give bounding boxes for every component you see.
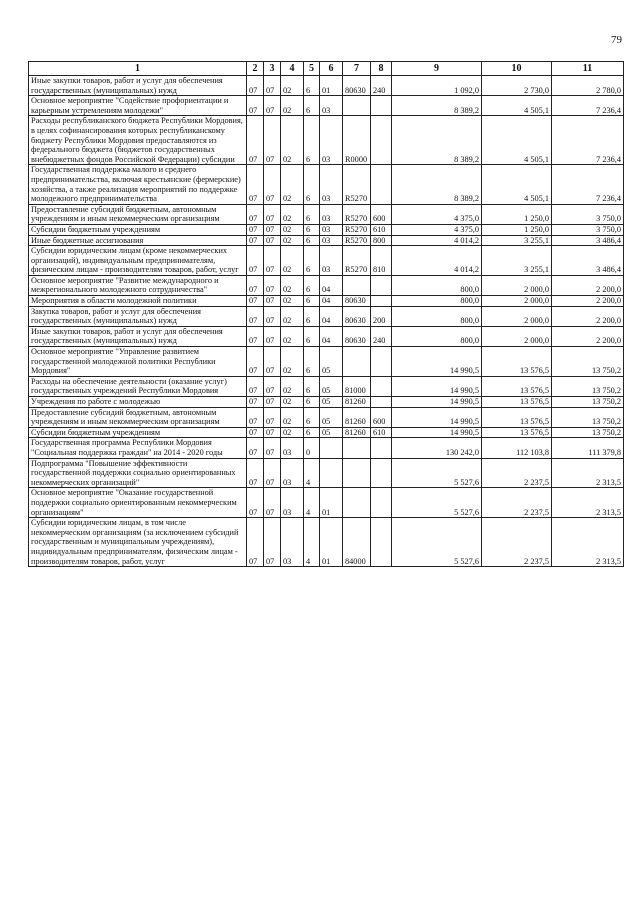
cell-amount-year3: 7 236,4 [552,96,624,116]
cell-amount-year1: 5 527,6 [392,518,482,567]
cell-amount-year3: 3 486,4 [552,246,624,276]
cell-amount-year1: 5 527,6 [392,488,482,518]
cell-amount-year1: 800,0 [392,326,482,346]
cell-amount-year3: 2 200,0 [552,275,624,295]
cell-direction: R5270 [343,246,371,276]
cell-subsection: 07 [264,235,281,246]
row-name: Учреждения по работе с молодежью [29,397,247,408]
cell-program: 02 [281,397,304,408]
cell-amount-year2: 4 505,1 [482,165,552,204]
budget-table [28,61,624,567]
cell-subsection: 07 [264,96,281,116]
cell-amount-year1: 800,0 [392,275,482,295]
table-row [29,488,624,518]
cell-amount-year3: 3 486,4 [552,235,624,246]
cell-section: 07 [247,224,264,235]
cell-direction: 81260 [343,407,371,427]
cell-program: 02 [281,246,304,276]
cell-expense-type [371,347,392,377]
cell-amount-year2: 13 576,5 [482,376,552,396]
table-row [29,275,624,295]
row-name: Государственная поддержка малого и среднего предпринимательства, включая крестьянские (фермерские) хозяйства, а также реализация мероприятий по поддержке молодежного предпринимательства [29,165,247,204]
table-row [29,76,624,96]
row-name: Иные закупки товаров, работ и услуг для обеспечения государственных (муниципальных) нужд [29,326,247,346]
cell-amount-year3: 2 313,5 [552,458,624,488]
cell-expense-type: 200 [371,306,392,326]
cell-direction: 81000 [343,376,371,396]
cell-expense-type [371,438,392,458]
cell-direction: 80630 [343,326,371,346]
table-row [29,407,624,427]
table-row [29,165,624,204]
cell-subsection: 07 [264,397,281,408]
row-name: Иные закупки товаров, работ и услуг для обеспечения государственных (муниципальных) нужд [29,76,247,96]
cell-amount-year3: 13 750,2 [552,407,624,427]
cell-expense-type [371,458,392,488]
col-header: 3 [264,62,281,76]
cell-subprogram: 6 [304,246,320,276]
cell-subprogram: 6 [304,296,320,307]
table-row [29,347,624,377]
cell-program: 02 [281,165,304,204]
col-header: 2 [247,62,264,76]
cell-amount-year2: 3 255,1 [482,235,552,246]
cell-amount-year3: 2 200,0 [552,306,624,326]
cell-amount-year3: 2 780,0 [552,76,624,96]
cell-direction: R5270 [343,165,371,204]
cell-amount-year1: 14 990,5 [392,347,482,377]
col-header: 1 [29,62,247,76]
cell-event [320,438,343,458]
cell-expense-type [371,275,392,295]
cell-program: 02 [281,306,304,326]
table-row [29,296,624,307]
cell-event: 04 [320,275,343,295]
cell-subsection: 07 [264,204,281,224]
cell-subprogram: 0 [304,438,320,458]
cell-section: 07 [247,397,264,408]
cell-program: 03 [281,438,304,458]
cell-subprogram: 6 [304,306,320,326]
cell-event: 03 [320,116,343,165]
cell-subprogram: 4 [304,488,320,518]
cell-event: 05 [320,407,343,427]
table-row [29,518,624,567]
cell-subsection: 07 [264,427,281,438]
row-name: Расходы на обеспечение деятельности (оказание услуг) государственных учреждений Республики Мордовия [29,376,247,396]
cell-event: 03 [320,235,343,246]
table-row [29,438,624,458]
cell-subprogram: 6 [304,347,320,377]
cell-subsection: 07 [264,116,281,165]
cell-subsection: 07 [264,224,281,235]
cell-subsection: 07 [264,165,281,204]
cell-program: 02 [281,296,304,307]
cell-direction [343,347,371,377]
cell-amount-year1: 1 092,0 [392,76,482,96]
cell-section: 07 [247,76,264,96]
cell-subsection: 07 [264,76,281,96]
cell-subprogram: 4 [304,458,320,488]
table-row [29,458,624,488]
cell-expense-type: 810 [371,246,392,276]
cell-direction: R5270 [343,204,371,224]
cell-expense-type [371,397,392,408]
cell-amount-year2: 2 000,0 [482,326,552,346]
table-row [29,326,624,346]
cell-event: 03 [320,224,343,235]
col-header: 10 [482,62,552,76]
cell-program: 02 [281,116,304,165]
cell-subsection: 07 [264,488,281,518]
cell-program: 02 [281,427,304,438]
cell-direction [343,96,371,116]
cell-subprogram: 6 [304,165,320,204]
cell-program: 02 [281,96,304,116]
col-header: 6 [320,62,343,76]
cell-program: 02 [281,347,304,377]
cell-subsection: 07 [264,326,281,346]
row-name: Расходы республиканского бюджета Республики Мордовия, в целях софинансирования которых республиканскому бюджету Республики Мордовия предоставляются из федерального бюджета (бюджетов государственных внебюджетных фондов Российской Федерации) субсидии [29,116,247,165]
cell-event: 04 [320,296,343,307]
cell-amount-year3: 2 200,0 [552,326,624,346]
cell-direction: 84000 [343,518,371,567]
cell-amount-year1: 8 389,2 [392,96,482,116]
cell-amount-year3: 111 379,8 [552,438,624,458]
cell-event [320,458,343,488]
cell-event: 03 [320,204,343,224]
row-name: Основное мероприятие "Развитие международного и межрегионального молодежного сотрудничества" [29,275,247,295]
row-name: Субсидии юридическим лицам, в том числе некоммерческим организациям (за исключением субсидий государственным и муниципальным учреждениям), индивидуальным предпринимателям, физическим лицам - производителям товаров, работ, услуг [29,518,247,567]
cell-subprogram: 6 [304,427,320,438]
cell-subsection: 07 [264,407,281,427]
row-name: Закупка товаров, работ и услуг для обеспечения государственных (муниципальных) нужд [29,306,247,326]
cell-expense-type [371,296,392,307]
table-row [29,306,624,326]
row-name: Предоставление субсидий бюджетным, автономным учреждениям и иным некоммерческим организациям [29,204,247,224]
col-header: 7 [343,62,371,76]
cell-amount-year3: 2 313,5 [552,488,624,518]
cell-amount-year2: 4 505,1 [482,96,552,116]
cell-section: 07 [247,235,264,246]
cell-amount-year2: 2 000,0 [482,275,552,295]
cell-subprogram: 6 [304,76,320,96]
cell-subsection: 07 [264,376,281,396]
cell-expense-type [371,165,392,204]
table-row [29,246,624,276]
cell-amount-year1: 14 990,5 [392,427,482,438]
cell-expense-type: 240 [371,326,392,346]
cell-section: 07 [247,438,264,458]
row-name: Иные бюджетные ассигнования [29,235,247,246]
cell-program: 02 [281,326,304,346]
cell-amount-year2: 2 237,5 [482,458,552,488]
col-header: 11 [552,62,624,76]
cell-amount-year1: 800,0 [392,296,482,307]
cell-event: 05 [320,427,343,438]
row-name: Государственная программа Республики Мордовия "Социальная поддержка граждан" на 2014 - 2020 годы [29,438,247,458]
page-number: 79 [611,34,622,46]
cell-section: 07 [247,96,264,116]
table-row [29,116,624,165]
cell-direction: R0000 [343,116,371,165]
cell-section: 07 [247,347,264,377]
cell-section: 07 [247,518,264,567]
cell-amount-year3: 7 236,4 [552,116,624,165]
cell-direction [343,488,371,518]
cell-expense-type [371,518,392,567]
row-name: Субсидии бюджетным учреждениям [29,427,247,438]
cell-amount-year3: 7 236,4 [552,165,624,204]
cell-section: 07 [247,306,264,326]
cell-subprogram: 4 [304,518,320,567]
cell-amount-year2: 2 000,0 [482,306,552,326]
cell-expense-type: 600 [371,407,392,427]
cell-event: 03 [320,96,343,116]
table-row [29,427,624,438]
cell-section: 07 [247,488,264,518]
cell-direction: 80630 [343,76,371,96]
cell-section: 07 [247,326,264,346]
row-name: Предоставление субсидий бюджетным, автономным учреждениям и иным некоммерческим организациям [29,407,247,427]
cell-amount-year2: 13 576,5 [482,427,552,438]
col-header: 4 [281,62,304,76]
cell-amount-year3: 13 750,2 [552,347,624,377]
cell-amount-year2: 4 505,1 [482,116,552,165]
cell-event: 01 [320,518,343,567]
cell-subsection: 07 [264,296,281,307]
table-row [29,96,624,116]
cell-section: 07 [247,204,264,224]
cell-section: 07 [247,458,264,488]
cell-program: 03 [281,458,304,488]
cell-amount-year1: 4 375,0 [392,204,482,224]
cell-section: 07 [247,296,264,307]
row-name: Мероприятия в области молодежной политики [29,296,247,307]
cell-amount-year2: 2 237,5 [482,488,552,518]
cell-amount-year1: 4 014,2 [392,235,482,246]
cell-program: 02 [281,275,304,295]
cell-amount-year1: 4 014,2 [392,246,482,276]
row-name: Основное мероприятие "Управление развитием государственной молодежной политики Республики Мордовия" [29,347,247,377]
cell-subsection: 07 [264,458,281,488]
cell-direction: 81260 [343,397,371,408]
cell-amount-year2: 2 237,5 [482,518,552,567]
cell-amount-year2: 1 250,0 [482,224,552,235]
cell-subsection: 07 [264,275,281,295]
col-header: 5 [304,62,320,76]
cell-subprogram: 6 [304,397,320,408]
cell-direction: R5270 [343,224,371,235]
cell-event: 03 [320,165,343,204]
cell-expense-type: 600 [371,204,392,224]
cell-program: 02 [281,76,304,96]
cell-subprogram: 6 [304,275,320,295]
cell-section: 07 [247,246,264,276]
cell-subprogram: 6 [304,224,320,235]
col-header: 8 [371,62,392,76]
cell-event: 05 [320,397,343,408]
cell-event: 04 [320,326,343,346]
cell-amount-year1: 14 990,5 [392,407,482,427]
cell-section: 07 [247,427,264,438]
cell-amount-year2: 13 576,5 [482,347,552,377]
cell-subsection: 07 [264,518,281,567]
cell-amount-year3: 13 750,2 [552,376,624,396]
cell-amount-year2: 2 730,0 [482,76,552,96]
cell-amount-year1: 130 242,0 [392,438,482,458]
cell-event: 05 [320,347,343,377]
cell-expense-type [371,376,392,396]
cell-subprogram: 6 [304,204,320,224]
cell-amount-year3: 2 200,0 [552,296,624,307]
cell-section: 07 [247,275,264,295]
cell-expense-type [371,96,392,116]
cell-subprogram: 6 [304,116,320,165]
row-name: Основное мероприятие "Содействие профориентации и карьерным устремлениям молодежи" [29,96,247,116]
cell-expense-type: 800 [371,235,392,246]
cell-amount-year2: 1 250,0 [482,204,552,224]
row-name: Основное мероприятие "Оказание государственной поддержки социально ориентированным некоммерческим организациям" [29,488,247,518]
cell-program: 02 [281,376,304,396]
cell-subprogram: 6 [304,326,320,346]
cell-section: 07 [247,407,264,427]
cell-direction: 80630 [343,306,371,326]
cell-amount-year1: 5 527,6 [392,458,482,488]
cell-direction [343,275,371,295]
cell-direction: 81260 [343,427,371,438]
cell-program: 02 [281,407,304,427]
cell-amount-year1: 14 990,5 [392,376,482,396]
table-row [29,235,624,246]
cell-direction [343,458,371,488]
cell-amount-year2: 112 103,8 [482,438,552,458]
cell-amount-year3: 3 750,0 [552,204,624,224]
col-header: 9 [392,62,482,76]
cell-program: 03 [281,488,304,518]
cell-subsection: 07 [264,438,281,458]
table-row [29,376,624,396]
cell-amount-year1: 8 389,2 [392,116,482,165]
cell-subprogram: 6 [304,235,320,246]
row-name: Субсидии бюджетным учреждениям [29,224,247,235]
cell-section: 07 [247,376,264,396]
cell-event: 05 [320,376,343,396]
cell-amount-year3: 13 750,2 [552,427,624,438]
cell-amount-year2: 3 255,1 [482,246,552,276]
cell-subsection: 07 [264,246,281,276]
cell-program: 02 [281,204,304,224]
cell-expense-type: 610 [371,427,392,438]
cell-subprogram: 6 [304,96,320,116]
cell-event: 04 [320,306,343,326]
table-row [29,224,624,235]
cell-direction [343,438,371,458]
cell-program: 02 [281,235,304,246]
cell-subprogram: 6 [304,376,320,396]
cell-program: 02 [281,224,304,235]
cell-amount-year2: 2 000,0 [482,296,552,307]
cell-subprogram: 6 [304,407,320,427]
cell-amount-year1: 800,0 [392,306,482,326]
cell-section: 07 [247,165,264,204]
table-row [29,397,624,408]
cell-expense-type: 240 [371,76,392,96]
cell-expense-type [371,488,392,518]
cell-direction: 80630 [343,296,371,307]
cell-amount-year3: 13 750,2 [552,397,624,408]
row-name: Подпрограмма "Повышение эффективности государственной поддержки социально ориентированных некоммерческих организаций" [29,458,247,488]
cell-event: 01 [320,488,343,518]
cell-amount-year3: 3 750,0 [552,224,624,235]
cell-amount-year3: 2 313,5 [552,518,624,567]
cell-subsection: 07 [264,347,281,377]
cell-event: 01 [320,76,343,96]
cell-section: 07 [247,116,264,165]
cell-expense-type [371,116,392,165]
row-name: Субсидии юридическим лицам (кроме некоммерческих организаций), индивидуальным предпринимателям, физическим лицам - производителям товаров, работ, услуг [29,246,247,276]
cell-expense-type: 610 [371,224,392,235]
cell-amount-year2: 13 576,5 [482,407,552,427]
table-row [29,204,624,224]
cell-direction: R5270 [343,235,371,246]
cell-amount-year1: 14 990,5 [392,397,482,408]
cell-amount-year1: 4 375,0 [392,224,482,235]
cell-subsection: 07 [264,306,281,326]
cell-amount-year1: 8 389,2 [392,165,482,204]
header-row [29,62,624,76]
cell-amount-year2: 13 576,5 [482,397,552,408]
cell-program: 03 [281,518,304,567]
cell-event: 03 [320,246,343,276]
